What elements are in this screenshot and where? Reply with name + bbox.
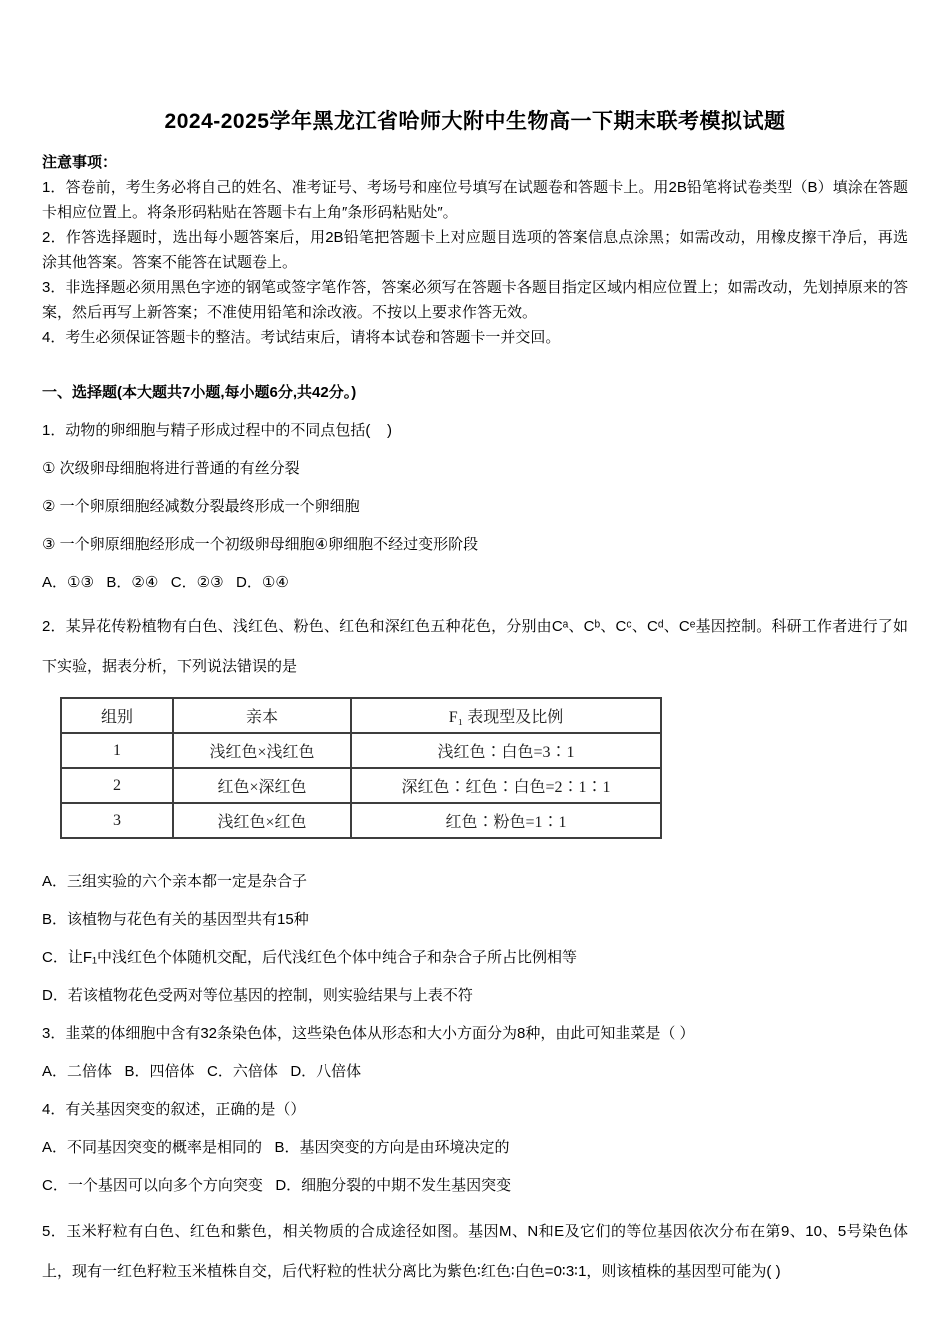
table-cell: 红色×深红色 bbox=[173, 768, 351, 803]
table-row bbox=[61, 803, 661, 838]
question-2-option-b: B．该植物与花色有关的基因型共有15种 bbox=[42, 911, 309, 928]
table-cell: 浅红色×红色 bbox=[173, 803, 351, 838]
question-2 bbox=[42, 607, 908, 1008]
question-3 bbox=[42, 1021, 908, 1084]
question-2-stem: 2．某异花传粉植物有白色、浅红色、粉色、红色和深红色五种花色，分别由Cᵃ、Cᵇ、Cᶜ、Cᵈ、Cᵉ基因控制。科研工作者进行了如下实验，据表分析，下列说法错误的是 bbox=[42, 618, 908, 675]
question-2-option-c: C．让F₁中浅红色个体随机交配，后代浅红色个体中纯合子和杂合子所占比例相等 bbox=[42, 949, 578, 966]
question-2-table bbox=[60, 697, 662, 839]
table-row bbox=[61, 768, 661, 803]
table-cell: 3 bbox=[61, 803, 173, 838]
table-cell: 浅红色×浅红色 bbox=[173, 733, 351, 768]
table-cell: 浅红色∶白色=3∶1 bbox=[351, 733, 661, 768]
notice-item-2: 2．作答选择题时，选出每小题答案后，用2B铅笔把答题卡上对应题目选项的答案信息点涂黑；如需改动，用橡皮擦干净后，再选涂其他答案。答案不能答在试题卷上。 bbox=[42, 229, 908, 271]
question-4-stem: 4．有关基因突变的叙述，正确的是（） bbox=[42, 1101, 306, 1118]
question-4 bbox=[42, 1097, 908, 1198]
question-1-subitem-1: ① 次级卵母细胞将进行普通的有丝分裂 bbox=[42, 460, 300, 477]
question-1 bbox=[42, 418, 908, 595]
question-2-option-a: A．三组实验的六个亲本都一定是杂合子 bbox=[42, 873, 308, 890]
question-3-stem: 3．韭菜的体细胞中含有32条染色体，这些染色体从形态和大小方面分为8种，由此可知韭菜是（ ） bbox=[42, 1025, 695, 1042]
question-3-options: A．二倍体 B．四倍体 C．六倍体 D．八倍体 bbox=[42, 1063, 362, 1080]
question-1-stem: 1．动物的卵细胞与精子形成过程中的不同点包括( ) bbox=[42, 422, 393, 439]
question-4-options-cd: C．一个基因可以向多个方向突变 D．细胞分裂的中期不发生基因突变 bbox=[42, 1177, 512, 1194]
section-heading: 一、选择题(本大题共7小题,每小题6分,共42分。) bbox=[42, 384, 357, 401]
table-cell: 1 bbox=[61, 733, 173, 768]
table-header-f1-ratio: F₁ 表现型及比例 bbox=[351, 698, 661, 733]
table-cell: 2 bbox=[61, 768, 173, 803]
notice-heading: 注意事项： bbox=[42, 154, 118, 171]
question-5-stem: 5．玉米籽粒有白色、红色和紫色，相关物质的合成途径如图。基因M、N和E及它们的等位基因依次分布在第9、10、5号染色体上，现有一红色籽粒玉米植株自交，后代籽粒的性状分离比为紫色∶红色∶白色=0∶3∶1，则该植株的基因型可能为( ) bbox=[42, 1223, 908, 1280]
notice-item-3: 3．非选择题必须用黑色字迹的钢笔或签字笔作答，答案必须写在答题卡各题目指定区域内相应位置上；如需改动，先划掉原来的答案，然后再写上新答案；不准使用铅笔和涂改液。不按以上要求作答无效。 bbox=[42, 279, 908, 321]
table-header-row bbox=[61, 698, 661, 733]
table-cell: 深红色∶红色∶白色=2∶1∶1 bbox=[351, 768, 661, 803]
table-header-parents: 亲本 bbox=[173, 698, 351, 733]
table-cell: 红色∶粉色=1∶1 bbox=[351, 803, 661, 838]
question-1-options: A．①③ B．②④ C．②③ D．①④ bbox=[42, 574, 289, 591]
table-header-group: 组别 bbox=[61, 698, 173, 733]
question-1-subitem-3: ③ 一个卵原细胞经形成一个初级卵母细胞④卵细胞不经过变形阶段 bbox=[42, 536, 479, 553]
notice-item-4: 4．考生必须保证答题卡的整洁。考试结束后，请将本试卷和答题卡一并交回。 bbox=[42, 329, 561, 346]
question-4-options-ab: A．不同基因突变的概率是相同的 B．基因突变的方向是由环境决定的 bbox=[42, 1139, 510, 1156]
notice-section bbox=[42, 150, 908, 350]
notice-item-1: 1．答卷前，考生务必将自己的姓名、准考证号、考场号和座位号填写在试题卷和答题卡上。用2B铅笔将试卷类型（B）填涂在答题卡相应位置上。将条形码粘贴在答题卡右上角″条形码粘贴处″。 bbox=[42, 179, 908, 221]
table-row bbox=[61, 733, 661, 768]
question-5 bbox=[42, 1212, 908, 1292]
question-1-subitem-2: ② 一个卵原细胞经减数分裂最终形成一个卵细胞 bbox=[42, 498, 360, 515]
question-2-option-d: D．若该植物花色受两对等位基因的控制，则实验结果与上表不符 bbox=[42, 987, 473, 1004]
page-title: 2024-2025学年黑龙江省哈师大附中生物高一下期末联考模拟试题 bbox=[164, 110, 786, 133]
